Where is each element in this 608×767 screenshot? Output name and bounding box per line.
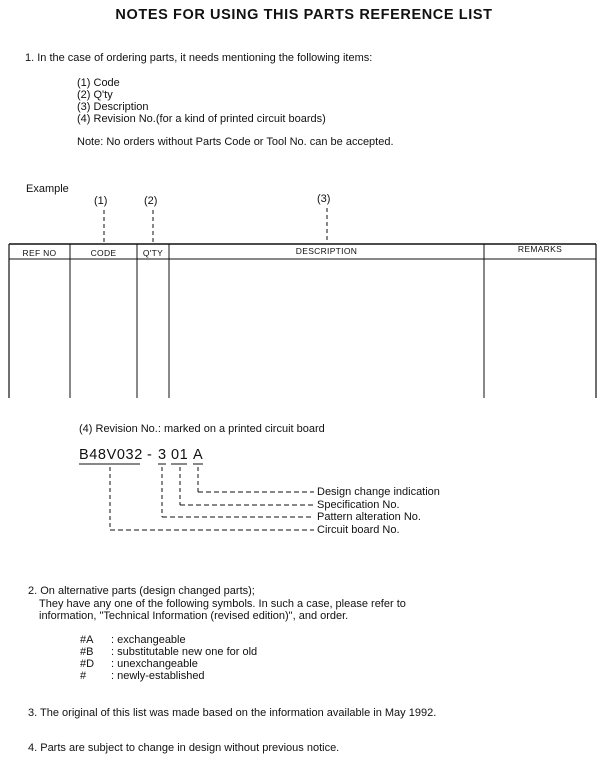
item1-note: Note: No orders without Parts Code or Tool No. can be accepted. <box>77 136 394 148</box>
item2-line-1: 2. On alternative parts (design changed parts); <box>28 585 255 597</box>
column-header-code: CODE <box>90 248 117 258</box>
revision-code-dash: - <box>147 447 153 463</box>
revision-code-design: A <box>193 447 204 463</box>
symbol-d: #D <box>80 658 95 670</box>
revision-code-board: B48V032 <box>79 447 143 463</box>
marker-3: (3) <box>317 193 331 205</box>
symbol-a-desc: : exchangeable <box>111 634 186 646</box>
column-header-qty: Q'TY <box>142 248 164 258</box>
column-header-ref-no: REF NO <box>22 248 57 258</box>
item3: 3. The original of this list was made based on the information available in May 1992. <box>28 707 437 719</box>
list-item-revision: (4) Revision No.(for a kind of printed circuit boards) <box>77 113 326 125</box>
item2-line-3: information, "Technical Information (revised edition)", and order. <box>39 610 349 622</box>
symbol-new: # <box>80 670 87 682</box>
symbol-b: #B <box>80 646 94 658</box>
item1-intro: 1. In the case of ordering parts, it needs mentioning the following items: <box>25 52 373 64</box>
revision-heading: (4) Revision No.: marked on a printed circuit board <box>79 423 325 435</box>
label-design-change: Design change indication <box>317 486 440 498</box>
symbol-d-desc: : unexchangeable <box>111 658 198 670</box>
list-item-code: (1) Code <box>77 77 120 89</box>
revision-code-pattern: 3 <box>158 447 167 463</box>
symbol-a: #A <box>80 634 94 646</box>
example-label: Example <box>26 183 69 195</box>
column-header-description: DESCRIPTION <box>295 246 358 256</box>
label-circuit-board: Circuit board No. <box>317 524 400 536</box>
label-pattern-alteration: Pattern alteration No. <box>317 511 421 523</box>
list-item-description: (3) Description <box>77 101 149 113</box>
revision-code-spec: 01 <box>171 447 189 463</box>
page-title: NOTES FOR USING THIS PARTS REFERENCE LIST <box>115 7 493 23</box>
item4: 4. Parts are subject to change in design without previous notice. <box>28 742 340 754</box>
column-header-remarks: REMARKS <box>517 244 563 254</box>
marker-2: (2) <box>144 195 158 207</box>
item2-line-2: They have any one of the following symbols. In such a case, please refer to <box>39 598 406 610</box>
symbol-b-desc: : substitutable new one for old <box>111 646 258 658</box>
label-specification: Specification No. <box>317 499 400 511</box>
symbol-new-desc: : newly-established <box>111 670 205 682</box>
list-item-qty: (2) Q'ty <box>77 89 113 101</box>
marker-1: (1) <box>94 195 108 207</box>
